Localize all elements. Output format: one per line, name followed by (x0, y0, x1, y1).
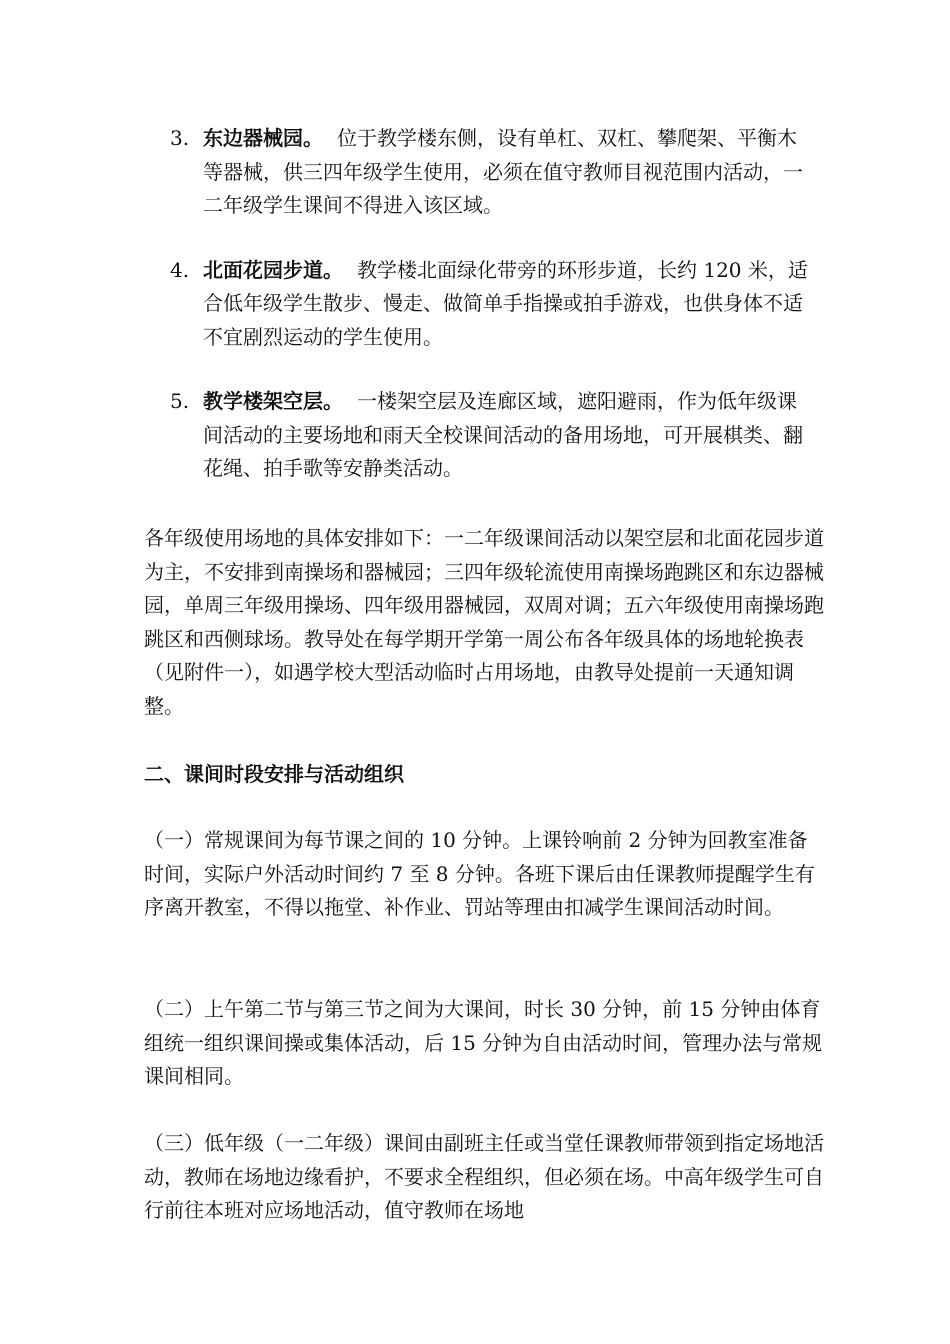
paragraph-venue-schedule: 各年级使用场地的具体安排如下：一二年级课间活动以架空层和北面花园步道为主，不安排到南操场和器械园；三四年级轮流使用南操场跑跳区和东边器械园，单周三年级用操场、四年级用器械园，双周对调；五六年级使用南操场跑跳区和西侧球场。教导处在每学期开学第一周公布各年级具体的场地轮换表（见附件一），如遇学校大型活动临时占用场地，由教导处提前一天通知调整。 (144, 526, 824, 718)
paragraph-big-break: （二）上午第二节与第三节之间为大课间，时长 30 分钟，前 15 分钟由体育组统一组织课间操或集体活动，后 15 分钟为自由活动时间，管理办法与常规课间相同。 (144, 997, 823, 1088)
list-number: 4. (170, 257, 190, 282)
venue-list (170, 122, 810, 517)
list-number: 5. (170, 389, 190, 413)
paragraph-lower-grade-break: （三）低年级（一二年级）课间由副班主任或当堂任课教师带领到指定场地活动，教师在场地边缘看护，不要求全程组织，但必须在场。中高年级学生可自行前往本班对应场地活动，值守教师在场地 (144, 1131, 824, 1222)
list-item-text: 教学楼北面绿化带旁的环形步道，长约 120 米，适合低年级学生散步、慢走、做简单手指操或拍手游戏，也供身体不适不宜剧烈运动的学生使用。 (203, 257, 808, 349)
list-item-title: 教学楼架空层。 (203, 389, 343, 413)
list-number: 3. (170, 126, 190, 150)
list-item-text: 一楼架空层及连廊区域，遮阳避雨，作为低年级课间活动的主要场地和雨天全校课间活动的备用场地，可开展棋类、翻花绳、拍手歌等安静类活动。 (203, 389, 803, 480)
list-item-building-open-floor (170, 385, 810, 486)
paragraph-regular-break: （一）常规课间为每节课之间的 10 分钟。上课铃响前 2 分钟为回教室准备时间，实际户外活动时间约 7 至 8 分钟。各班下课后由任课教师提醒学生有序离开教室，不得以拖堂、补作业、罚站等理由扣减学生课间活动时间。 (144, 828, 815, 919)
list-item-title: 北面花园步道。 (203, 257, 343, 282)
list-item-north-garden-path (170, 254, 810, 355)
list-item-text: 位于教学楼东侧，设有单杠、双杠、攀爬架、平衡木等器械，供三四年级学生使用，必须在值守教师目视范围内活动，一二年级学生课间不得进入该区域。 (203, 126, 803, 217)
section-heading: 二、课间时段安排与活动组织 (144, 762, 404, 786)
list-item-east-equipment-park (170, 122, 810, 223)
list-item-title: 东边器械园。 (203, 126, 323, 150)
